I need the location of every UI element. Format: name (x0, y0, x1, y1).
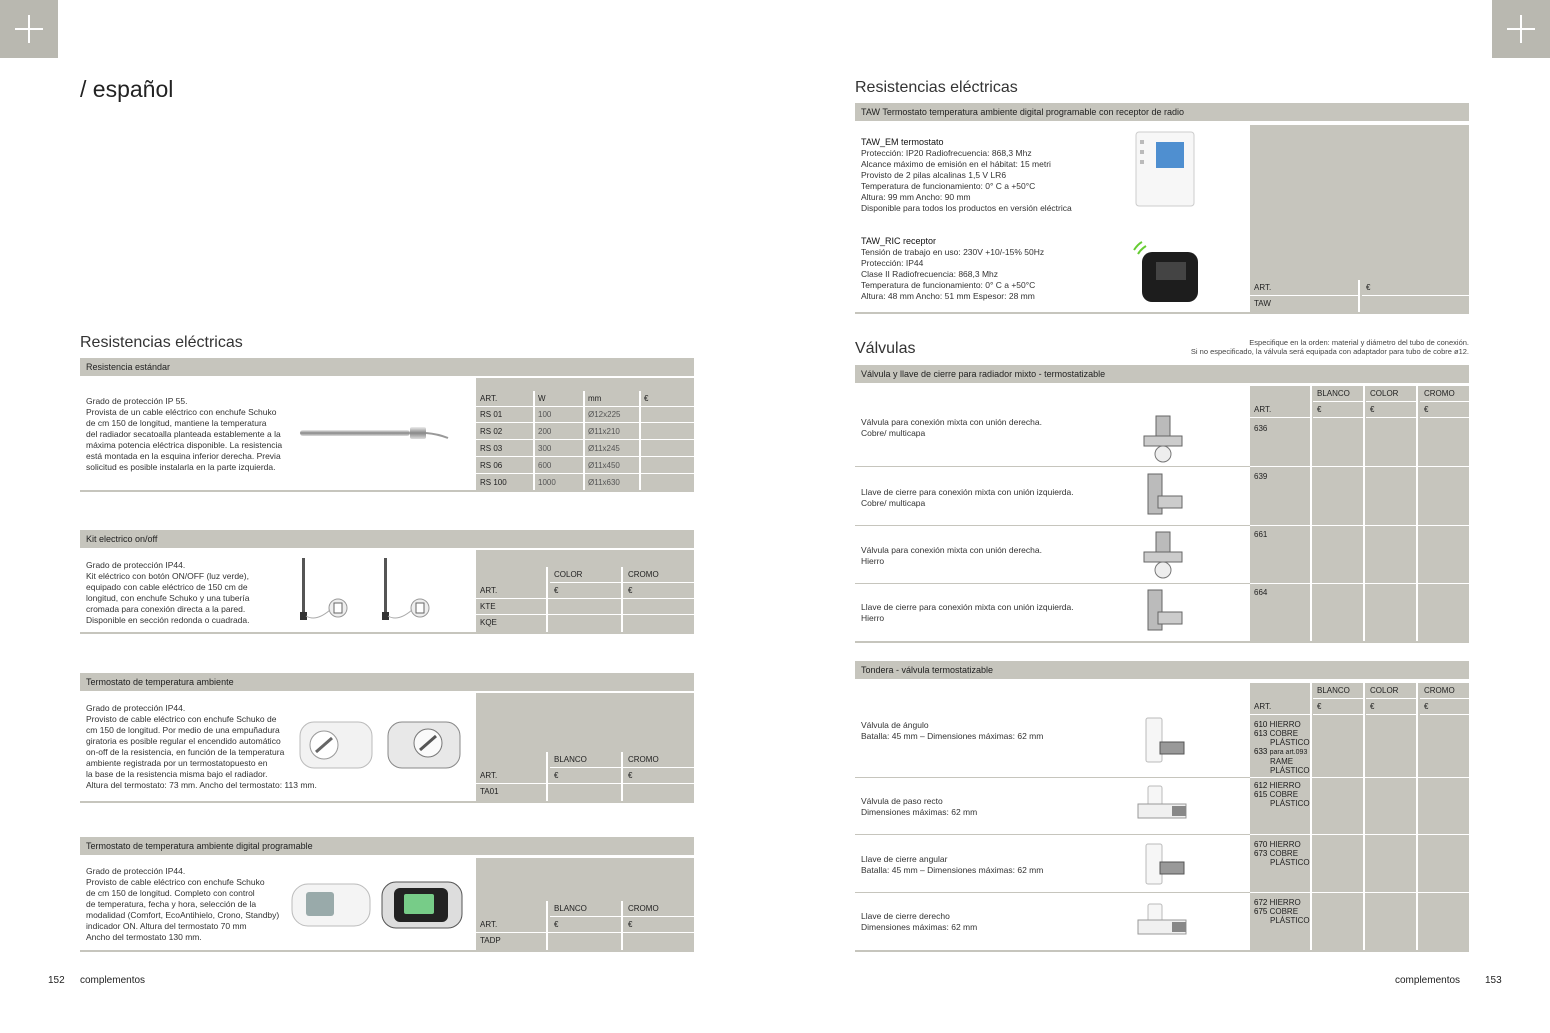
divider (1250, 777, 1469, 778)
table-row: TAW (1254, 299, 1271, 308)
section-bar-taw: TAW Termostato temperatura ambiente digital programable con receptor de radio (855, 103, 1469, 121)
divider (1363, 386, 1365, 641)
col-header-mm: mm (584, 391, 640, 407)
art-code: 639 (1254, 472, 1268, 481)
page-number-left: 152 (48, 975, 65, 986)
page-number-right: 153 (1485, 975, 1502, 986)
col-header-cromo: CROMO (624, 901, 694, 917)
divider (1358, 280, 1360, 312)
divider (855, 583, 1250, 584)
digital-description: Grado de protección IP44. Provisto de cable eléctrico con enchufe Schuko de cm 150 de longitud. Completo con control de temperatura, fecha y hora, selección de la modalidad (Comfort, EcoAntihielo, Crono, Standby) indicador ON. Altura del termostato 70 mm Ancho del termostato 130 mm. (86, 866, 280, 942)
col-header-art: ART. (1250, 699, 1312, 715)
divider (855, 777, 1250, 778)
col-header-euro: € (1313, 402, 1365, 418)
col-header-art: ART. (1250, 280, 1360, 296)
divider (1310, 683, 1312, 950)
section-bar-termostato: Termostato de temperatura ambiente (80, 673, 694, 691)
section-title: Resistencias eléctricas (80, 334, 243, 351)
dimensions: Ø11x450 (584, 458, 640, 474)
valve-image (1136, 902, 1190, 942)
divider (1250, 525, 1469, 526)
art-code: RS 01 (476, 407, 534, 423)
divider (80, 632, 694, 634)
dimensions: Ø11x210 (584, 424, 640, 440)
section-bar-resistencia: Resistencia estándar (80, 358, 694, 376)
col-header-cromo: CROMO (1420, 386, 1469, 402)
divider (855, 834, 1250, 835)
col-header-euro: € (1313, 699, 1365, 715)
col-header-euro: € (624, 583, 694, 599)
divider (1250, 466, 1469, 467)
divider (855, 950, 1469, 952)
art-code: RS 02 (476, 424, 534, 440)
col-header-euro: € (640, 391, 694, 407)
divider (621, 752, 623, 801)
table-row: TA01 (480, 787, 499, 796)
divider (546, 901, 548, 950)
divider (855, 641, 1469, 643)
col-header-euro: € (550, 768, 624, 784)
kit-description: Grado de protección IP44. Kit eléctrico con botón ON/OFF (luz verde), equipado con cable eléctrico de 150 cm de longitud, con enchufe Schuko y una tubería cromada para conexión directa a la pared. Disponible en sección redonda o cuadrada. (86, 560, 250, 625)
footer-right: complementos (1395, 975, 1461, 986)
watts: 200 (534, 424, 584, 440)
dimensions: Ø11x245 (584, 441, 640, 457)
col-header-euro: € (624, 917, 694, 933)
plus-icon-right[interactable] (1492, 0, 1550, 58)
col-header-art: ART. (1250, 402, 1312, 418)
art-codes: 670 HIERRO 673 COBRE PLÁSTICO (1254, 840, 1310, 867)
divider (1250, 583, 1469, 584)
plus-icon-left[interactable] (0, 0, 58, 58)
divider (855, 466, 1250, 467)
col-header-euro: € (1362, 280, 1469, 296)
item-description: Válvula para conexión mixta con unión derecha. Hierro (861, 545, 1042, 566)
watts: 600 (534, 458, 584, 474)
divider (621, 567, 623, 632)
taw-receiver-image (1132, 240, 1202, 306)
col-header-euro: € (1420, 402, 1469, 418)
divider (546, 567, 548, 632)
item-description: Llave de cierre angular Batalla: 45 mm – Dimensiones máximas: 62 mm (861, 854, 1044, 875)
taw-em-description: TAW_EM termostato Protección: IP20 Radiofrecuencia: 868,3 Mhz Alcance máximo de emisión en el hábitat: 15 metri Provisto de 2 pilas alcalinas 1,5 V LR6 Temperatura de funcionamiento: 0° C a +50°C Altura: 99 mm Ancho: 90 mm Disponible para todos los productos en versión eléctrica (861, 137, 1072, 213)
col-header-euro: € (550, 917, 624, 933)
divider (855, 525, 1250, 526)
footer-left: complementos (80, 975, 146, 986)
watts: 300 (534, 441, 584, 457)
col-header-euro: € (624, 768, 694, 784)
thermostat-image (296, 716, 466, 772)
valve-image (1136, 784, 1190, 828)
watts: 100 (534, 407, 584, 423)
col-header-color: COLOR (1366, 683, 1418, 699)
col-header-cromo: CROMO (1420, 683, 1469, 699)
art-code: 664 (1254, 588, 1268, 597)
divider (80, 801, 694, 803)
divider (583, 391, 585, 490)
item-description: Llave de cierre para conexión mixta con unión izquierda. Hierro (861, 602, 1074, 623)
section-bar-kit: Kit electrico on/off (80, 530, 694, 548)
valvulas-note: Especifique en la orden: material y diámetro del tubo de conexión. Si no especificado, la válvula será equipada con adaptador para tubo de cobre ø12. (1190, 338, 1469, 356)
valve-image (1140, 842, 1188, 888)
valve-image (1138, 414, 1188, 464)
divider (1416, 683, 1418, 950)
divider (533, 391, 535, 490)
col-header-blanco: BLANCO (1313, 386, 1365, 402)
col-header-blanco: BLANCO (550, 901, 624, 917)
valve-image (1140, 588, 1186, 636)
table-row: KTE (476, 599, 694, 615)
art-code: RS 03 (476, 441, 534, 457)
termostato-description: Grado de protección IP44. Provisto de cable eléctrico con enchufe Schuko de cm 150 de longitud. Por medio de una empuñadura giratoria es posible regular el encendido automático on-off de la resistencia, en función de la temperatura ambiente registrada por un termostatopuesto en la base de la resistencia misma bajo el radiador. Altura del termostato: 73 mm. Ancho del termostato: 113 mm. (86, 703, 317, 790)
divider (855, 312, 1469, 314)
divider (1250, 834, 1469, 835)
digital-thermostat-image (290, 880, 465, 930)
divider (546, 752, 548, 801)
art-code: 661 (1254, 530, 1268, 539)
section-bar-valvula-mixta: Válvula y llave de cierre para radiador mixto - termostatizable (855, 365, 1469, 383)
art-codes: 610 HIERRO 613 COBRE PLÁSTICO 633 para art.093 RAME PLÁSTICO (1254, 720, 1310, 775)
col-header-art: ART. (476, 917, 550, 933)
price (640, 407, 694, 423)
section-title-right: Resistencias eléctricas (855, 79, 1018, 96)
section-bar-tondera: Tondera - válvula termostatizable (855, 661, 1469, 679)
resistencia-description: Grado de protección IP 55. Provista de un cable eléctrico con enchufe Schuko de cm 150 de longitud, mantiene la temperatura del radiador secatoalla planteada establemente a la máxima potencia eléctrica disponible. La resistencia está montada en la esquina inferior derecha. Previa solicitud es posible instalarla en la parte izquierda. (86, 396, 283, 472)
valve-image (1140, 714, 1188, 768)
watts: 1000 (534, 475, 584, 491)
price (640, 441, 694, 457)
taw-thermostat-image (1134, 130, 1196, 208)
item-description: Llave de cierre para conexión mixta con unión izquierda. Cobre/ multicapa (861, 487, 1074, 508)
divider (621, 901, 623, 950)
col-header-cromo: CROMO (624, 567, 694, 583)
col-header-art: ART. (476, 583, 550, 599)
price (640, 458, 694, 474)
col-header-euro: € (1366, 402, 1418, 418)
valvulas-title: Válvulas (855, 340, 916, 357)
divider (80, 490, 694, 492)
item-description: Llave de cierre derecho Dimensiones máximas: 62 mm (861, 911, 978, 932)
divider (1363, 683, 1365, 950)
valvula-mixta-table (1250, 386, 1469, 641)
table-row: KQE (480, 618, 497, 627)
section-bar-digital: Termostato de temperatura ambiente digital programable (80, 837, 694, 855)
item-description: Válvula de paso recto Dimensiones máximas: 62 mm (861, 796, 978, 817)
col-header-art: ART. (476, 768, 550, 784)
valve-image (1138, 530, 1188, 580)
art-code: 636 (1254, 424, 1268, 433)
col-header-euro: € (550, 583, 624, 599)
language-heading: / español (80, 76, 174, 102)
col-header-cromo: CROMO (624, 752, 694, 768)
divider (1250, 892, 1469, 893)
divider (1310, 386, 1312, 641)
dimensions: Ø11x630 (584, 475, 640, 491)
divider (1416, 386, 1418, 641)
col-header-w: W (534, 391, 584, 407)
art-code: RS 06 (476, 458, 534, 474)
dimensions: Ø12x225 (584, 407, 640, 423)
heating-element-image (298, 420, 458, 446)
col-header-euro: € (1366, 699, 1418, 715)
divider (80, 950, 694, 952)
item-description: Válvula de ángulo Batalla: 45 mm – Dimensiones máximas: 62 mm (861, 720, 1044, 741)
divider (855, 892, 1250, 893)
art-codes: 612 HIERRO 615 COBRE PLÁSTICO (1254, 781, 1310, 808)
col-header-blanco: BLANCO (550, 752, 624, 768)
col-header-euro: € (1420, 699, 1469, 715)
price (640, 424, 694, 440)
item-description: Válvula para conexión mixta con unión derecha. Cobre/ multicapa (861, 417, 1042, 438)
col-header-color: COLOR (550, 567, 624, 583)
col-header-art: ART. (476, 391, 534, 407)
table-row: TADP (480, 936, 501, 945)
col-header-blanco: BLANCO (1313, 683, 1365, 699)
taw-ric-description: TAW_RIC receptor Tensión de trabajo en uso: 230V +10/-15% 50Hz Protección: IP44 Clase II Radiofrecuencia: 868,3 Mhz Temperatura de funcionamiento: 0° C a +50°C Altura: 48 mm Ancho: 51 mm Espesor: 28 mm (861, 236, 1045, 301)
kit-image (296, 556, 446, 628)
divider (639, 391, 641, 490)
col-header-color: COLOR (1366, 386, 1418, 402)
art-codes: 672 HIERRO 675 COBRE PLÁSTICO (1254, 898, 1310, 925)
art-code: RS 100 (476, 475, 534, 491)
valve-image (1140, 472, 1186, 520)
